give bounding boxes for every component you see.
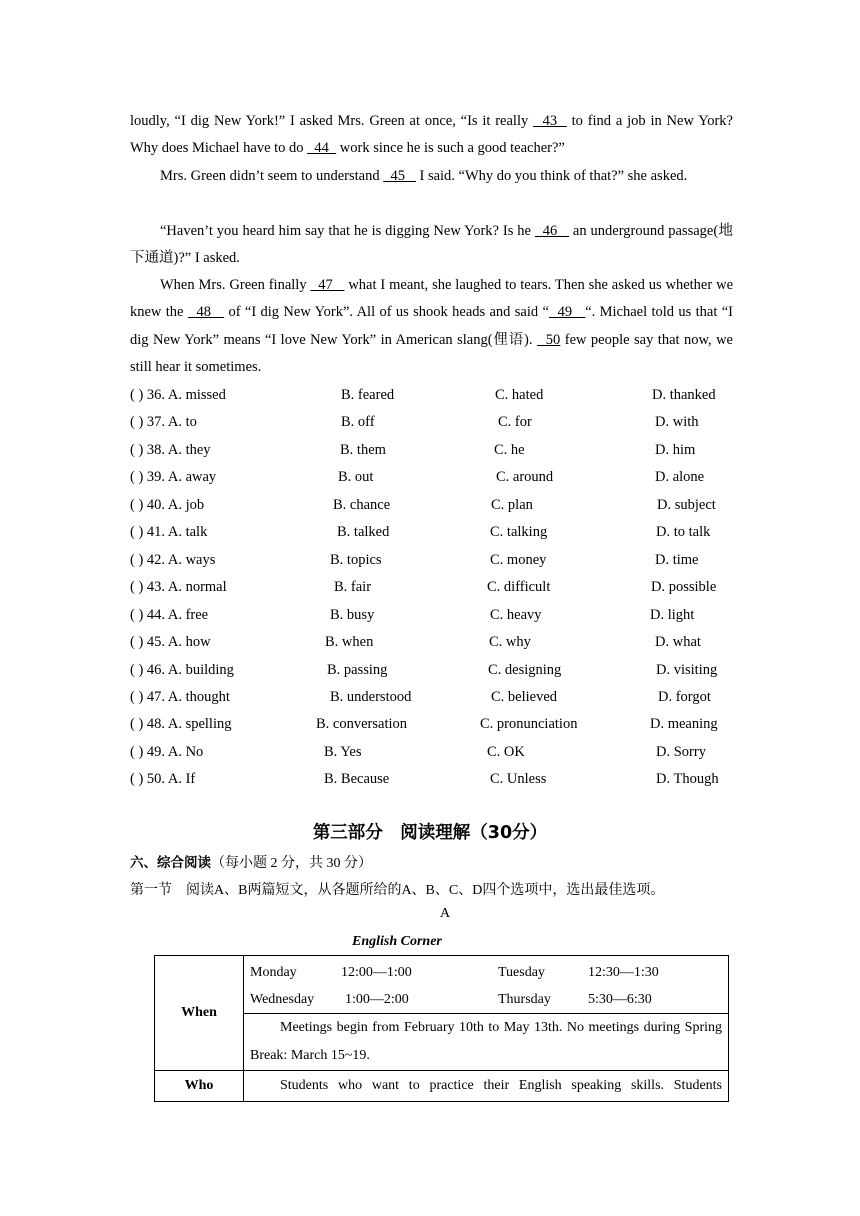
who-text: Students who want to practice their English speaking skills. Students <box>244 1071 729 1102</box>
question-option-c: C. he <box>494 441 525 458</box>
question-option-a: ( ) 48. A. spelling <box>130 716 232 733</box>
question-option-b: B. off <box>341 414 375 431</box>
blank-45: 45 <box>383 168 416 184</box>
passage-paragraph-1 <box>130 108 733 163</box>
question-option-a: ( ) 40. A. job <box>130 496 205 513</box>
question-option-d: D. meaning <box>650 716 718 733</box>
question-option-d: D. to talk <box>656 524 711 541</box>
schedule-day: Tuesday <box>498 965 545 980</box>
question-row <box>130 602 750 629</box>
text-run: loudly, “I dig New York!” I asked Mrs. Green at once, “Is it really <box>130 113 534 129</box>
text-run: to find a job in New York? Why does Michael have to do <box>130 113 733 157</box>
schedule-cell <box>244 956 729 1014</box>
text-run: “. Michael told us that “I dig New York” means “I love New York” in American slang(俚语). <box>130 304 734 348</box>
question-option-b: B. chance <box>333 496 391 513</box>
question-row <box>130 684 750 711</box>
question-row <box>130 382 750 409</box>
question-option-a: ( ) 38. A. they <box>130 441 211 458</box>
blank-49: 49 <box>548 304 586 321</box>
table-row <box>155 1071 729 1102</box>
question-option-b: B. when <box>325 634 374 651</box>
question-option-a: ( ) 36. A. missed <box>130 387 226 403</box>
question-option-c: C. for <box>498 414 532 431</box>
passage-letter: A <box>439 906 451 921</box>
question-option-a: ( ) 43. A. normal <box>130 579 227 596</box>
text-run: few people say that now, we still hear it sometimes. <box>130 331 733 376</box>
question-option-d: D. with <box>655 414 699 431</box>
question-row <box>130 492 750 519</box>
question-option-d: D. what <box>655 634 701 651</box>
question-option-b: B. fair <box>334 579 372 596</box>
blank-44: 44 <box>307 140 337 157</box>
table-title: English Corner <box>352 934 442 949</box>
blank-48: 48 <box>187 304 225 321</box>
question-option-a: ( ) 39. A. away <box>130 469 217 486</box>
section-note: （每小题 2 分，共 30 分） <box>211 856 372 871</box>
question-option-d: D. time <box>655 551 699 568</box>
question-option-b: B. conversation <box>316 716 408 733</box>
when-header: When <box>155 956 244 1071</box>
question-option-c: C. hated <box>495 387 544 403</box>
question-option-d: D. Though <box>656 771 719 788</box>
question-option-d: D. Sorry <box>656 743 706 760</box>
text-run: “Haven’t you heard him say that he is digging New York? Is he <box>160 223 535 239</box>
question-option-c: C. pronunciation <box>480 716 578 733</box>
text-run: I said. “Why do you think of that?” she asked. <box>415 168 688 184</box>
text-run: Mrs. Green didn’t seem to understand <box>160 168 384 184</box>
question-option-d: D. visiting <box>656 661 718 678</box>
blank-50: 50 <box>536 331 561 348</box>
question-row <box>130 519 750 546</box>
section-title <box>130 851 372 872</box>
question-row <box>130 739 750 766</box>
text-run: When Mrs. Green finally <box>160 277 311 293</box>
question-option-c: C. heavy <box>490 606 542 623</box>
schedule-day: Monday <box>250 965 297 980</box>
question-option-d: D. subject <box>657 496 716 513</box>
blank-47: 47 <box>310 277 345 293</box>
question-row <box>130 464 750 491</box>
passage-paragraph-4 <box>130 272 733 382</box>
question-option-c: C. money <box>490 551 547 568</box>
question-option-a: ( ) 50. A. If <box>130 771 196 788</box>
question-option-a: ( ) 49. A. No <box>130 743 204 760</box>
question-option-b: B. feared <box>341 387 395 403</box>
english-corner-table <box>154 955 729 1102</box>
question-option-d: D. forgot <box>658 688 711 705</box>
schedule-time: 12:30—1:30 <box>588 965 659 980</box>
schedule-day: Thursday <box>498 992 551 1007</box>
question-option-c: C. why <box>489 634 531 651</box>
question-row <box>130 629 750 656</box>
question-option-c: C. around <box>496 469 554 486</box>
question-row <box>130 437 750 464</box>
question-option-d: D. him <box>655 441 696 458</box>
question-option-c: C. difficult <box>487 579 551 596</box>
schedule-time: 1:00—2:00 <box>345 992 409 1007</box>
question-option-a: ( ) 41. A. talk <box>130 524 208 541</box>
question-option-c: C. OK <box>487 743 525 760</box>
schedule-time: 12:00—1:00 <box>341 965 412 980</box>
instruction: 第一节 阅读A、B两篇短文，从各题所给的A、B、C、D四个选项中，选出最佳选项。 <box>130 883 665 898</box>
question-option-b: B. Yes <box>324 743 362 760</box>
blank-43: 43 <box>533 113 567 129</box>
question-option-d: D. alone <box>655 469 705 486</box>
question-option-b: B. topics <box>330 551 382 568</box>
question-row <box>130 657 750 684</box>
who-header: Who <box>155 1071 244 1102</box>
question-row <box>130 574 750 601</box>
question-row <box>130 711 750 738</box>
question-option-a: ( ) 37. A. to <box>130 414 197 431</box>
text-run: an underground passage(地下通道)?” I asked. <box>130 223 733 267</box>
question-option-b: B. them <box>340 441 386 458</box>
question-option-a: ( ) 46. A. building <box>130 661 234 678</box>
question-option-c: C. plan <box>491 496 533 513</box>
question-option-a: ( ) 42. A. ways <box>130 551 216 568</box>
question-option-b: B. out <box>338 469 374 486</box>
question-option-a: ( ) 44. A. free <box>130 606 209 623</box>
question-option-a: ( ) 47. A. thought <box>130 688 230 705</box>
table-row <box>155 956 729 1014</box>
blank-46: 46 <box>534 223 569 239</box>
question-option-c: C. believed <box>491 688 558 705</box>
question-option-b: B. talked <box>337 524 390 541</box>
passage-paragraph-2 <box>130 163 733 190</box>
text-run: what I meant, she laughed to tears. Then she asked us whether we knew the <box>130 277 733 321</box>
meetings-note: Meetings begin from February 10th to May 13th. No meetings during Spring Break: March 15~19. <box>244 1014 729 1071</box>
text-run: of “I dig New York”. All of us shook heads and said “ <box>224 304 549 321</box>
question-option-d: D. thanked <box>652 387 716 403</box>
question-row <box>130 766 750 793</box>
question-option-c: C. talking <box>490 524 548 541</box>
question-option-d: D. light <box>650 606 695 623</box>
question-option-c: C. designing <box>488 661 562 678</box>
question-option-d: D. possible <box>651 579 717 596</box>
question-option-b: B. busy <box>330 606 375 623</box>
question-row <box>130 547 750 574</box>
passage-paragraph-3 <box>130 218 733 273</box>
question-option-b: B. passing <box>327 661 388 678</box>
section-title-bold: 六、综合阅读 <box>130 855 211 871</box>
question-row <box>130 409 750 436</box>
question-option-a: ( ) 45. A. how <box>130 634 211 651</box>
schedule-time: 5:30—6:30 <box>588 992 652 1007</box>
question-option-c: C. Unless <box>490 771 547 788</box>
question-option-b: B. understood <box>330 688 412 705</box>
part-heading: 第三部分 阅读理解（30分） <box>312 823 548 843</box>
question-option-b: B. Because <box>324 771 390 788</box>
schedule-day: Wednesday <box>250 992 315 1007</box>
text-run: work since he is such a good teacher?” <box>336 140 565 157</box>
